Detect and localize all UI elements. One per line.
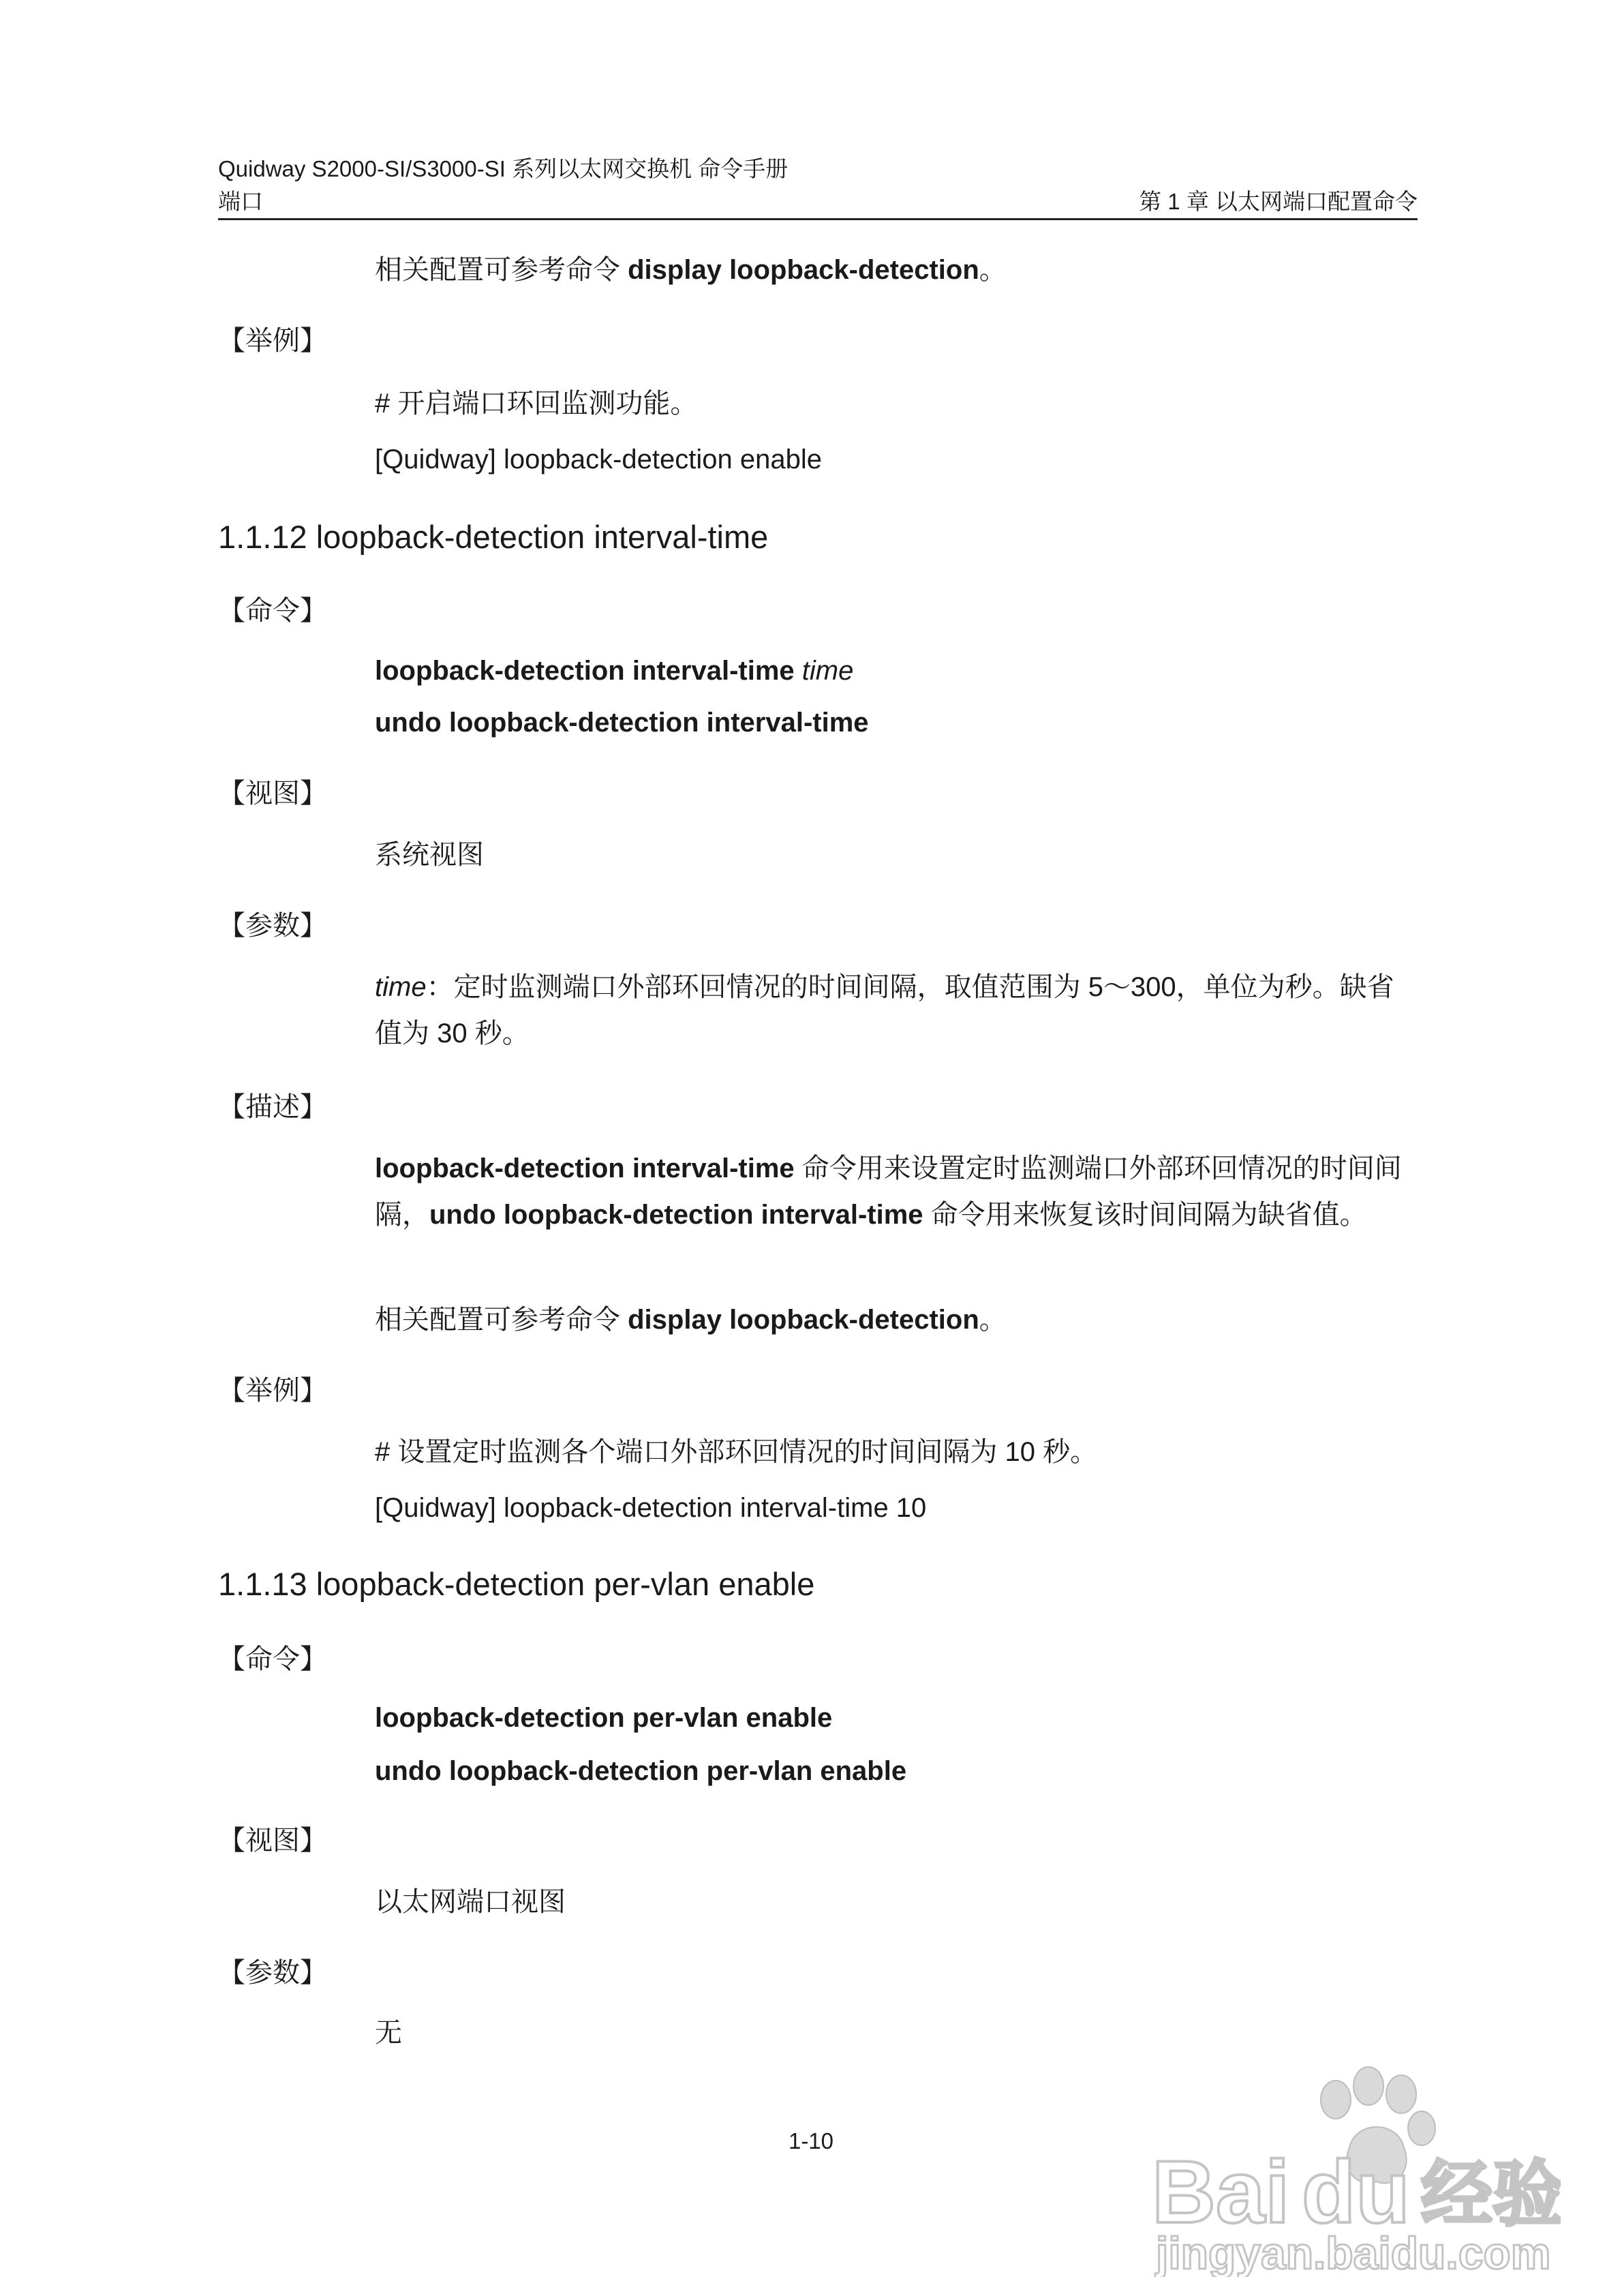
s12-example-label: 【举例】 bbox=[218, 1376, 327, 1406]
s12-view-label: 【视图】 bbox=[218, 779, 327, 809]
header-rule bbox=[218, 218, 1418, 220]
s12-command-1-arg: time bbox=[801, 656, 854, 686]
page-number: 1-10 bbox=[788, 2128, 834, 2154]
header-chapter: 第 1 章 以太网端口配置命令 bbox=[1139, 189, 1418, 214]
s12-param: time：定时监测端口外部环回情况的时间间隔，取值范围为 5～300，单位为秒。缺省值为 30 秒。 bbox=[375, 972, 1394, 1048]
s12-desc-label: 【描述】 bbox=[218, 1092, 327, 1122]
s12-example-command: [Quidway] loopback-detection interval-time 10 bbox=[375, 1493, 927, 1523]
s12-command-2: undo loopback-detection interval-time bbox=[375, 708, 869, 738]
s12-command-1: loopback-detection interval-time time bbox=[375, 656, 854, 686]
s12-param-name: time bbox=[375, 972, 427, 1002]
header-section: 端口 bbox=[218, 189, 263, 214]
section-heading-1-1-12: 1.1.12 loopback-detection interval-time bbox=[218, 519, 769, 555]
s13-command-2: undo loopback-detection per-vlan enable bbox=[375, 1756, 907, 1786]
top-example-command: [Quidway] loopback-detection enable bbox=[375, 444, 822, 474]
s12-description: loopback-detection interval-time 命令用来设置定时监测端口外部环回情况的时间间隔，undo loopback-detection interval-time 命令用来恢复该时间间隔为缺省值。 bbox=[375, 1153, 1402, 1230]
s13-view: 以太网端口视图 bbox=[375, 1887, 566, 1917]
svg-text:jingyan.baidu.com: jingyan.baidu.com bbox=[1156, 2228, 1551, 2277]
s12-reference-command: display loopback-detection bbox=[628, 1305, 979, 1335]
s12-view: 系统视图 bbox=[375, 840, 484, 870]
header-title: Quidway S2000-SI/S3000-SI 系列以太网交换机 命令手册 bbox=[218, 156, 789, 181]
s12-param-label: 【参数】 bbox=[218, 911, 327, 941]
svg-text:Bai: Bai bbox=[1152, 2142, 1290, 2241]
s13-param: 无 bbox=[375, 2018, 402, 2048]
top-reference: 相关配置可参考命令 display loopback-detection。 bbox=[375, 255, 1007, 285]
top-example-comment: # 开启端口环回监测功能。 bbox=[375, 389, 698, 419]
s13-view-label: 【视图】 bbox=[218, 1826, 327, 1856]
s12-example-comment: # 设置定时监测各个端口外部环回情况的时间间隔为 10 秒。 bbox=[375, 1437, 1098, 1467]
s13-param-label: 【参数】 bbox=[218, 1958, 327, 1988]
section-heading-1-1-13: 1.1.13 loopback-detection per-vlan enable bbox=[218, 1566, 815, 1602]
svg-text:经验: 经验 bbox=[1421, 2153, 1561, 2236]
baidu-watermark-logo bbox=[1152, 2052, 1561, 2277]
top-example-label: 【举例】 bbox=[218, 326, 327, 356]
s13-command-label: 【命令】 bbox=[218, 1644, 327, 1674]
s13-command-1: loopback-detection per-vlan enable bbox=[375, 1703, 833, 1733]
top-reference-command: display loopback-detection bbox=[628, 255, 979, 285]
s12-command-label: 【命令】 bbox=[218, 596, 327, 626]
s12-reference: 相关配置可参考命令 display loopback-detection。 bbox=[375, 1305, 1007, 1335]
svg-text:du: du bbox=[1302, 2142, 1410, 2241]
